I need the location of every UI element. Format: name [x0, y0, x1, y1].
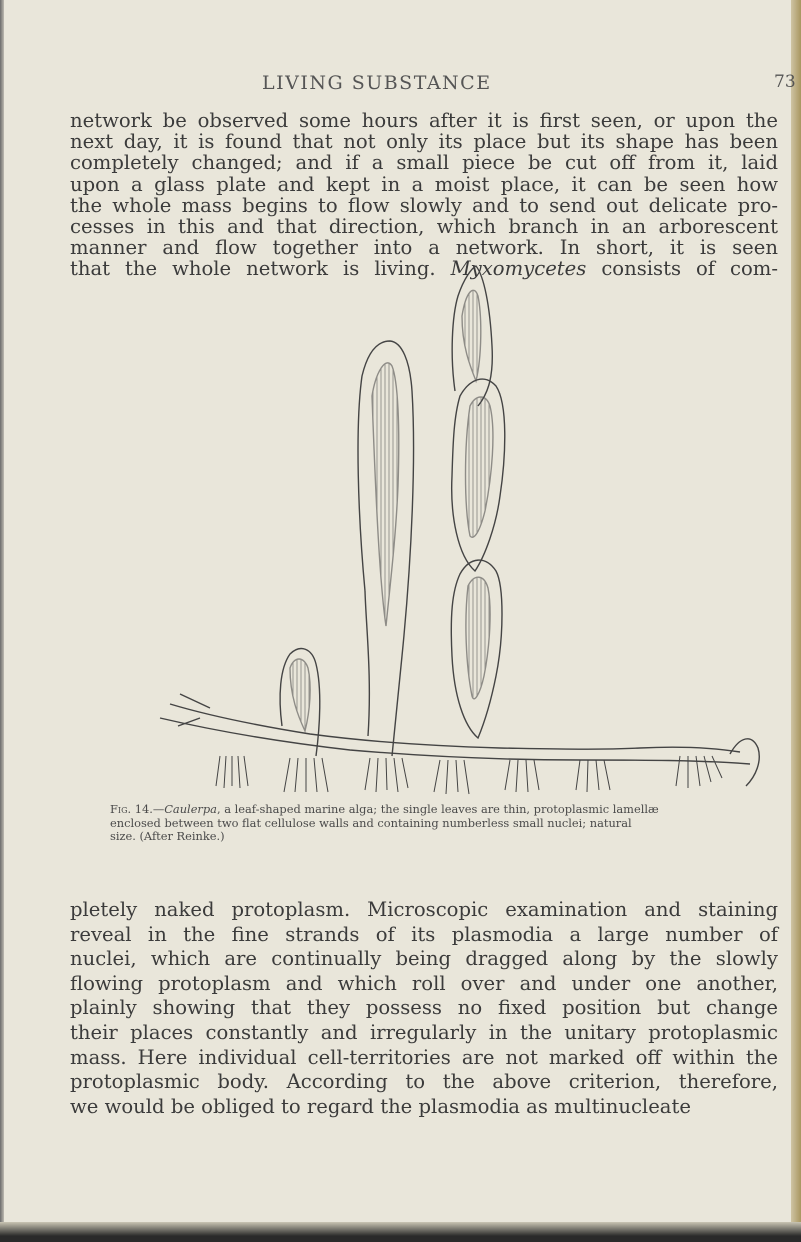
top-paragraph	[70, 110, 778, 280]
page-bottom-edge	[0, 1222, 801, 1242]
figure-label: Fig. 14.	[110, 802, 153, 816]
text-line: manner and flow together into a network. In short, it is seen	[70, 236, 778, 260]
text-line: nuclei, which are continually being dragged along by the slowly	[70, 947, 778, 971]
caption-line: size. (After Reinke.)	[110, 829, 225, 844]
text-fragment: that the whole network is living.	[70, 257, 436, 281]
text-line: reveal in the fine strands of its plasmodia a large number of	[70, 922, 778, 946]
text-line: next day, it is found that not only its place but its shape has been	[70, 130, 778, 154]
caulerpa-illustration	[140, 256, 790, 796]
text-fragment: consists of com-	[601, 257, 779, 281]
italic-term: Myxomycetes	[450, 257, 587, 281]
text-line: their places constantly and irregularly in the unitary protoplasmic	[70, 1020, 778, 1044]
text-line: pletely naked protoplasm. Microscopic examination and staining	[70, 898, 778, 921]
caption-text: , a leaf-shaped marine alga; the single leaves are thin, protoplasmic lamellæ	[216, 802, 659, 816]
text-line: completely changed; and if a small piece be cut off from it, laid	[70, 151, 778, 175]
text-line: plainly showing that they possess no fixed position but change	[70, 996, 778, 1020]
caption-line: Fig. 14.—Caulerpa, a leaf-shaped marine alga; the single leaves are thin, protoplasmic lamellæ	[110, 802, 659, 816]
text-line: cesses in this and that direction, which branch in an arborescent	[70, 215, 778, 239]
text-line: flowing protoplasm and which roll over and under one another,	[70, 971, 778, 995]
text-line: upon a glass plate and kept in a moist place, it can be seen how	[70, 172, 778, 196]
caption-line: enclosed between two flat cellulose walls and containing numberless small nuclei; natural	[110, 815, 632, 830]
italic-term: Caulerpa	[164, 802, 217, 816]
text-line: the whole mass begins to flow slowly and to send out delicate pro-	[70, 193, 778, 217]
text-line: mass. Here individual cell-territories are not marked off within the	[70, 1045, 778, 1069]
page-edge	[791, 0, 801, 1242]
text-line: protoplasmic body. According to the above criterion, therefore,	[70, 1070, 778, 1094]
text-line: we would be obliged to regard the plasmodia as multinucleate	[70, 1094, 691, 1118]
page-number: 73	[774, 72, 796, 92]
figure-caption	[110, 803, 778, 844]
page-binding-shadow	[0, 0, 4, 1242]
running-head: LIVING SUBSTANCE	[262, 72, 492, 94]
text-line: network be observed some hours after it is first seen, or upon the	[70, 109, 778, 132]
bottom-paragraph	[70, 898, 778, 1119]
